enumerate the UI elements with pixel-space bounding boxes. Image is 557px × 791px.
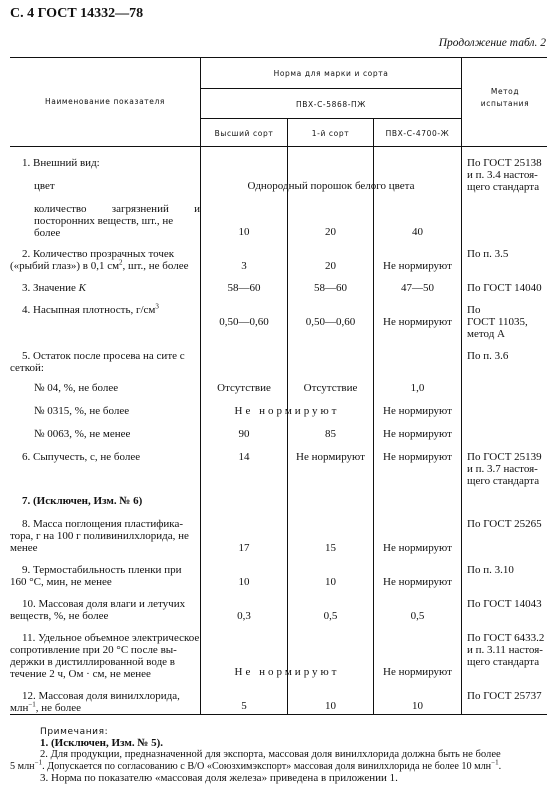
row-1b-alt: 40 <box>412 226 423 238</box>
row-1b-name-line-3: более <box>34 227 61 239</box>
row-4-first: 0,50—0,60 <box>305 316 356 328</box>
row-8-first: 15 <box>325 542 336 554</box>
column-header-norm: Норма для марки и сорта <box>273 69 389 78</box>
row-6-method: По ГОСТ 25139 и п. 3.7 настоя-щего стандарта <box>467 451 542 487</box>
row-5c-top: 90 <box>238 428 250 440</box>
column-header-first-grade: 1-й сорт <box>311 129 350 138</box>
row-5-name-line-2: сеткой: <box>10 362 44 374</box>
row-3-method: По ГОСТ 14040 <box>467 282 542 294</box>
row-4-top: 0,50—0,60 <box>219 316 269 328</box>
row-1b-top: 10 <box>238 226 250 238</box>
row-5-name-line-1: 5. Остаток после просева на сите с <box>22 350 185 362</box>
row-12-alt: 10 <box>412 700 423 712</box>
header-bottom-border <box>10 146 547 147</box>
row-3-name: 3. Значение K <box>22 282 87 294</box>
row-5c-alt: Не нормируют <box>383 428 452 440</box>
row-6-alt: Не нормируют <box>383 451 452 463</box>
row-2-first: 20 <box>325 260 336 272</box>
row-9-method: По п. 3.10 <box>467 564 514 576</box>
row-5-method: По п. 3.6 <box>467 350 509 362</box>
column-header-alt-grade: ПВХ-С-4700-Ж <box>385 129 450 138</box>
row-5c-name: № 0063, %, не менее <box>34 428 131 440</box>
row-1a-name: цвет <box>34 180 55 192</box>
note-2-line-1: 2. Для продукции, предназначенной для экспорта, массовая доля винилхлорида должна быть не более <box>40 749 501 760</box>
row-5a-first: Отсутствие <box>303 382 358 394</box>
row-1a-value: Однородный порошок белого цвета <box>247 180 415 192</box>
row-12-first: 10 <box>325 700 336 712</box>
row-10-method: По ГОСТ 14043 <box>467 598 542 610</box>
row-4-method-line-1: По <box>467 304 481 316</box>
note-1: 1. (Исключен, Изм. № 5). <box>40 737 164 749</box>
row-3-first: 58—60 <box>314 282 347 294</box>
row-8-name-line-1: 8. Масса поглощения пластифика- <box>22 518 184 530</box>
row-5b-name: № 0315, %, не более <box>34 405 130 417</box>
row-11-name-line-2: сопротивление при 20 °С после вы- <box>10 644 177 656</box>
row-2-alt: Не нормируют <box>383 260 452 272</box>
row-8-alt: Не нормируют <box>383 542 452 554</box>
row-9-first: 10 <box>325 576 336 588</box>
row-11-name-line-3: держки в дистиллированной воде в <box>10 656 175 668</box>
table-top-border <box>10 57 547 58</box>
row-5a-top: Отсутствие <box>217 382 271 394</box>
row-4-name: 4. Насыпная плотность, $г/см^3$ <box>22 302 159 316</box>
row-8-name-line-3: менее <box>10 542 38 554</box>
row-8-top: 17 <box>238 542 250 554</box>
table-bottom-border <box>10 714 547 715</box>
row-6-top: 14 <box>238 451 250 463</box>
row-12-name-line-2: млн$^{-1}$, не более <box>10 700 82 714</box>
row-10-name-line-1: 10. Массовая доля влаги и летучих <box>22 598 186 610</box>
notes-title: Примечания: <box>40 727 109 737</box>
row-10-alt: 0,5 <box>410 610 425 622</box>
header-divider-grade <box>200 118 461 119</box>
row-9-name-line-1: 9. Термостабильность пленки при <box>22 564 182 576</box>
row-1b-name-line-1: количество загрязнений и <box>34 203 200 215</box>
row-8-method: По ГОСТ 25265 <box>467 518 542 530</box>
row-9-alt: Не нормируют <box>383 576 452 588</box>
row-1b-first: 20 <box>325 226 336 238</box>
row-11-method: По ГОСТ 6433.2 и п. 3.11 настоя-щего стандарта <box>467 632 545 668</box>
row-4-alt: Не нормируют <box>383 316 452 328</box>
row-12-top: 5 <box>241 700 247 712</box>
row-4-method-line-3: метод А <box>467 328 505 340</box>
row-8-name-line-2: тора, г на 100 г поливинилхлорида, не <box>10 530 189 542</box>
row-12-name-line-1: 12. Массовая доля винилхлорида, <box>22 690 180 702</box>
row-1b-name-line-2: посторонних веществ, шт., не <box>34 215 174 227</box>
row-2-name-line-2: («рыбий глаз») в 0,1 $см^2$, шт., не более <box>10 258 189 272</box>
column-header-grade: ПВХ-С-5868-ПЖ <box>296 100 366 109</box>
row-6-first: Не нормируют <box>296 451 365 463</box>
row-11-alt: Не нормируют <box>383 666 452 678</box>
row-5c-first: 85 <box>325 428 336 440</box>
row-5a-name: № 04, %, не более <box>34 382 119 394</box>
row-7-name: 7. (Исключен, Изм. № 6) <box>22 495 143 507</box>
row-5b-value: Не нормируют <box>234 405 340 417</box>
column-header-top-grade: Высший сорт <box>214 129 274 138</box>
row-5a-alt: 1,0 <box>410 382 425 394</box>
row-1-method: По ГОСТ 25138 и п. 3.4 настоя-щего стандарта <box>467 157 542 193</box>
row-1-name: 1. Внешний вид: <box>22 157 100 169</box>
row-6-name: 6. Сыпучесть, с, не более <box>22 451 141 463</box>
row-2-top: 3 <box>241 260 247 272</box>
note-3: 3. Норма по показателю «массовая доля железа» приведена в приложении 1. <box>40 772 398 784</box>
row-10-first: 0,5 <box>323 610 338 622</box>
row-11-name-line-4: течение 2 ч, Ом · см, не менее <box>10 668 151 680</box>
row-2-method: По п. 3.5 <box>467 248 509 260</box>
row-10-name-line-2: веществ, %, не более <box>10 610 109 622</box>
row-11-name-line-1: 11. Удельное объемное электрическое <box>22 632 200 644</box>
header-divider-norm <box>200 88 461 89</box>
note-2-line-2: 5 млн$^{-1}$. Допускается по согласованию с В/О «Союзхимэкспорт» массовая доля винилхлорида не более 10 млн$^{-1}$. <box>10 758 502 772</box>
row-3-top: 58—60 <box>227 282 261 294</box>
row-3-alt: 47—50 <box>401 282 434 294</box>
page-header: С. 4 ГОСТ 14332—78 <box>10 6 144 21</box>
column-header-method: Метод испытания <box>480 87 530 108</box>
row-10-top: 0,3 <box>237 610 251 622</box>
row-9-name-line-2: 160 °С, мин, не менее <box>10 576 112 588</box>
row-9-top: 10 <box>238 576 250 588</box>
row-12-method: По ГОСТ 25737 <box>467 690 542 702</box>
table-continuation: Продолжение табл. 2 <box>438 37 546 49</box>
row-5b-alt: Не нормируют <box>383 405 452 417</box>
row-4-method-line-2: ГОСТ 11035, <box>467 316 528 328</box>
column-header-name: Наименование показателя <box>45 97 165 106</box>
row-2-name-line-1: 2. Количество прозрачных точек <box>22 248 175 260</box>
column-divider-4 <box>461 57 462 714</box>
row-11-value: Не нормируют <box>234 666 340 678</box>
